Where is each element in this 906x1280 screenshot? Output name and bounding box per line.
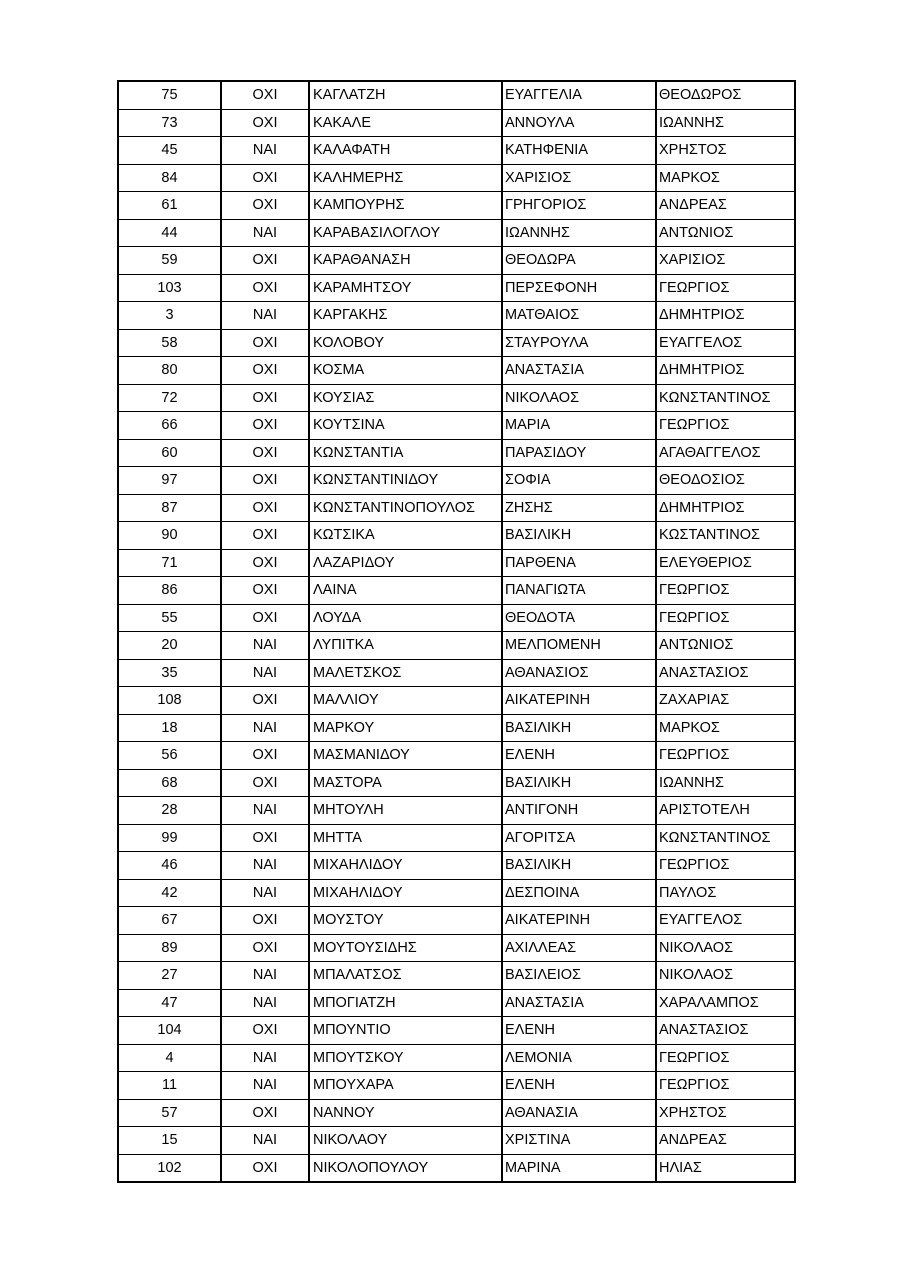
cell-surname: ΚΑΡΓΑΚΗΣ (309, 302, 502, 330)
cell-number: 90 (118, 522, 221, 550)
cell-father-name: ΠΑΥΛΟΣ (656, 879, 795, 907)
table-row (118, 1072, 795, 1100)
table-row (118, 769, 795, 797)
cell-answer: ΝΑΙ (221, 659, 309, 687)
cell-surname: ΚΑΚΑΛΕ (309, 109, 502, 137)
cell-first-name: ΛΕΜΟΝΙΑ (502, 1044, 656, 1072)
cell-father-name: ΓΕΩΡΓΙΟΣ (656, 742, 795, 770)
cell-father-name: ΕΥΑΓΓΕΛΟΣ (656, 329, 795, 357)
cell-father-name: ΘΕΟΔΩΡΟΣ (656, 81, 795, 109)
cell-number: 103 (118, 274, 221, 302)
cell-first-name: ΑΝΑΣΤΑΣΙΑ (502, 357, 656, 385)
cell-first-name: ΠΕΡΣΕΦΟΝΗ (502, 274, 656, 302)
cell-surname: ΜΠΟΥΧΑΡΑ (309, 1072, 502, 1100)
table-row (118, 412, 795, 440)
cell-surname: ΚΑΡΑΘΑΝΑΣΗ (309, 247, 502, 275)
cell-surname: ΜΠΟΥΝΤΙΟ (309, 1017, 502, 1045)
cell-answer: ΝΑΙ (221, 137, 309, 165)
cell-father-name: ΓΕΩΡΓΙΟΣ (656, 604, 795, 632)
table-row (118, 467, 795, 495)
cell-answer: ΟΧΙ (221, 1017, 309, 1045)
cell-surname: ΚΩΝΣΤΑΝΤΙΑ (309, 439, 502, 467)
cell-first-name: ΝΙΚΟΛΑΟΣ (502, 384, 656, 412)
cell-answer: ΟΧΙ (221, 467, 309, 495)
cell-father-name: ΑΡΙΣΤΟΤΕΛΗ (656, 797, 795, 825)
cell-first-name: ΚΑΤΗΦΕΝΙΑ (502, 137, 656, 165)
cell-surname: ΚΩΤΣΙΚΑ (309, 522, 502, 550)
cell-first-name: ΕΛΕΝΗ (502, 742, 656, 770)
cell-surname: ΝΙΚΟΛΟΠΟΥΛΟΥ (309, 1154, 502, 1182)
table-row (118, 604, 795, 632)
cell-surname: ΚΟΥΤΣΙΝΑ (309, 412, 502, 440)
table-row (118, 549, 795, 577)
cell-surname: ΜΑΣΜΑΝΙΔΟΥ (309, 742, 502, 770)
cell-number: 68 (118, 769, 221, 797)
cell-number: 18 (118, 714, 221, 742)
cell-first-name: ΒΑΣΙΛΕΙΟΣ (502, 962, 656, 990)
cell-first-name: ΑΓΟΡΙΤΣΑ (502, 824, 656, 852)
table-row (118, 384, 795, 412)
table-row (118, 934, 795, 962)
cell-surname: ΜΙΧΑΗΛΙΔΟΥ (309, 879, 502, 907)
table-row (118, 659, 795, 687)
cell-father-name: ΔΗΜΗΤΡΙΟΣ (656, 494, 795, 522)
cell-surname: ΜΟΥΣΤΟΥ (309, 907, 502, 935)
cell-first-name: ΕΥΑΓΓΕΛΙΑ (502, 81, 656, 109)
cell-number: 45 (118, 137, 221, 165)
cell-surname: ΛΑΖΑΡΙΔΟΥ (309, 549, 502, 577)
table-row (118, 137, 795, 165)
cell-number: 104 (118, 1017, 221, 1045)
cell-father-name: ΑΓΑΘΑΓΓΕΛΟΣ (656, 439, 795, 467)
cell-answer: ΟΧΙ (221, 192, 309, 220)
cell-surname: ΜΑΣΤΟΡΑ (309, 769, 502, 797)
table-row (118, 742, 795, 770)
cell-answer: ΟΧΙ (221, 412, 309, 440)
table-row (118, 192, 795, 220)
cell-father-name: ΑΝΤΩΝΙΟΣ (656, 632, 795, 660)
cell-answer: ΝΑΙ (221, 879, 309, 907)
cell-first-name: ΑΝΑΣΤΑΣΙΑ (502, 989, 656, 1017)
cell-number: 72 (118, 384, 221, 412)
cell-father-name: ΚΩΣΤΑΝΤΙΝΟΣ (656, 522, 795, 550)
cell-number: 84 (118, 164, 221, 192)
table-row (118, 687, 795, 715)
cell-father-name: ΧΑΡΑΛΑΜΠΟΣ (656, 989, 795, 1017)
cell-surname: ΜΟΥΤΟΥΣΙΔΗΣ (309, 934, 502, 962)
cell-father-name: ΕΛΕΥΘΕΡΙΟΣ (656, 549, 795, 577)
table-body (118, 81, 795, 1182)
table-row (118, 302, 795, 330)
table-row (118, 1044, 795, 1072)
cell-number: 4 (118, 1044, 221, 1072)
cell-father-name: ΜΑΡΚΟΣ (656, 164, 795, 192)
table-row (118, 1017, 795, 1045)
cell-surname: ΜΑΛΛΙΟΥ (309, 687, 502, 715)
cell-first-name: ΧΑΡΙΣΙΟΣ (502, 164, 656, 192)
cell-father-name: ΗΛΙΑΣ (656, 1154, 795, 1182)
cell-father-name: ΑΝΔΡΕΑΣ (656, 1127, 795, 1155)
cell-first-name: ΕΛΕΝΗ (502, 1017, 656, 1045)
cell-number: 35 (118, 659, 221, 687)
cell-surname: ΚΩΝΣΤΑΝΤΙΝΟΠΟΥΛΟΣ (309, 494, 502, 522)
cell-answer: ΝΑΙ (221, 1044, 309, 1072)
cell-number: 66 (118, 412, 221, 440)
cell-answer: ΟΧΙ (221, 907, 309, 935)
cell-answer: ΟΧΙ (221, 247, 309, 275)
cell-answer: ΟΧΙ (221, 494, 309, 522)
cell-first-name: ΠΑΝΑΓΙΩΤΑ (502, 577, 656, 605)
table-row (118, 879, 795, 907)
cell-answer: ΝΑΙ (221, 962, 309, 990)
cell-answer: ΟΧΙ (221, 742, 309, 770)
cell-father-name: ΓΕΩΡΓΙΟΣ (656, 852, 795, 880)
table-row (118, 247, 795, 275)
cell-answer: ΟΧΙ (221, 439, 309, 467)
cell-surname: ΝΙΚΟΛΑΟΥ (309, 1127, 502, 1155)
cell-answer: ΝΑΙ (221, 219, 309, 247)
cell-first-name: ΕΛΕΝΗ (502, 1072, 656, 1100)
cell-surname: ΜΑΛΕΤΣΚΟΣ (309, 659, 502, 687)
cell-first-name: ΒΑΣΙΛΙΚΗ (502, 522, 656, 550)
cell-surname: ΚΩΝΣΤΑΝΤΙΝΙΔΟΥ (309, 467, 502, 495)
cell-surname: ΝΑΝΝΟΥ (309, 1099, 502, 1127)
cell-father-name: ΝΙΚΟΛΑΟΣ (656, 934, 795, 962)
cell-answer: ΟΧΙ (221, 604, 309, 632)
cell-surname: ΚΑΜΠΟΥΡΗΣ (309, 192, 502, 220)
cell-number: 15 (118, 1127, 221, 1155)
cell-answer: ΟΧΙ (221, 164, 309, 192)
cell-answer: ΝΑΙ (221, 632, 309, 660)
cell-first-name: ΑΙΚΑΤΕΡΙΝΗ (502, 687, 656, 715)
cell-surname: ΜΑΡΚΟΥ (309, 714, 502, 742)
cell-first-name: ΜΕΛΠΟΜΕΝΗ (502, 632, 656, 660)
table-row (118, 907, 795, 935)
table-row (118, 1154, 795, 1182)
cell-first-name: ΘΕΟΔΩΡΑ (502, 247, 656, 275)
cell-surname: ΜΙΧΑΗΛΙΔΟΥ (309, 852, 502, 880)
cell-surname: ΜΠΟΓΙΑΤΖΗ (309, 989, 502, 1017)
cell-surname: ΚΟΛΟΒΟΥ (309, 329, 502, 357)
cell-father-name: ΧΡΗΣΤΟΣ (656, 1099, 795, 1127)
cell-number: 3 (118, 302, 221, 330)
cell-first-name: ΑΙΚΑΤΕΡΙΝΗ (502, 907, 656, 935)
cell-father-name: ΓΕΩΡΓΙΟΣ (656, 412, 795, 440)
cell-first-name: ΒΑΣΙΛΙΚΗ (502, 769, 656, 797)
cell-number: 86 (118, 577, 221, 605)
cell-first-name: ΘΕΟΔΟΤΑ (502, 604, 656, 632)
cell-first-name: ΑΘΑΝΑΣΙΟΣ (502, 659, 656, 687)
table-row (118, 522, 795, 550)
cell-surname: ΜΗΤΤΑ (309, 824, 502, 852)
cell-surname: ΛΥΠΙΤΚΑ (309, 632, 502, 660)
cell-answer: ΟΧΙ (221, 109, 309, 137)
cell-father-name: ΑΝΤΩΝΙΟΣ (656, 219, 795, 247)
cell-number: 44 (118, 219, 221, 247)
cell-father-name: ΧΑΡΙΣΙΟΣ (656, 247, 795, 275)
cell-surname: ΚΑΡΑΜΗΤΣΟΥ (309, 274, 502, 302)
cell-number: 75 (118, 81, 221, 109)
table-row (118, 109, 795, 137)
cell-number: 89 (118, 934, 221, 962)
cell-number: 56 (118, 742, 221, 770)
cell-number: 67 (118, 907, 221, 935)
cell-answer: ΟΧΙ (221, 329, 309, 357)
table-row (118, 439, 795, 467)
cell-first-name: ΑΝΝΟΥΛΑ (502, 109, 656, 137)
cell-answer: ΟΧΙ (221, 357, 309, 385)
cell-father-name: ΖΑΧΑΡΙΑΣ (656, 687, 795, 715)
cell-first-name: ΣΤΑΥΡΟΥΛΑ (502, 329, 656, 357)
cell-father-name: ΧΡΗΣΤΟΣ (656, 137, 795, 165)
cell-number: 108 (118, 687, 221, 715)
cell-first-name: ΔΕΣΠΟΙΝΑ (502, 879, 656, 907)
cell-answer: ΟΧΙ (221, 1099, 309, 1127)
table-row (118, 1099, 795, 1127)
cell-number: 28 (118, 797, 221, 825)
cell-number: 59 (118, 247, 221, 275)
cell-father-name: ΙΩΑΝΝΗΣ (656, 109, 795, 137)
cell-father-name: ΑΝΑΣΤΑΣΙΟΣ (656, 1017, 795, 1045)
cell-number: 20 (118, 632, 221, 660)
cell-surname: ΜΠΑΛΑΤΣΟΣ (309, 962, 502, 990)
cell-father-name: ΓΕΩΡΓΙΟΣ (656, 1072, 795, 1100)
table-row (118, 1127, 795, 1155)
cell-first-name: ΑΘΑΝΑΣΙΑ (502, 1099, 656, 1127)
cell-answer: ΟΧΙ (221, 934, 309, 962)
cell-first-name: ΜΑΡΙΝΑ (502, 1154, 656, 1182)
cell-father-name: ΑΝΔΡΕΑΣ (656, 192, 795, 220)
cell-answer: ΝΑΙ (221, 1127, 309, 1155)
cell-surname: ΜΠΟΥΤΣΚΟΥ (309, 1044, 502, 1072)
cell-answer: ΝΑΙ (221, 714, 309, 742)
cell-first-name: ΖΗΣΗΣ (502, 494, 656, 522)
cell-answer: ΟΧΙ (221, 577, 309, 605)
cell-number: 61 (118, 192, 221, 220)
table-row (118, 824, 795, 852)
cell-answer: ΟΧΙ (221, 824, 309, 852)
table-row (118, 577, 795, 605)
table-row (118, 797, 795, 825)
cell-number: 27 (118, 962, 221, 990)
cell-number: 58 (118, 329, 221, 357)
cell-number: 47 (118, 989, 221, 1017)
cell-answer: ΟΧΙ (221, 549, 309, 577)
cell-surname: ΚΟΣΜΑ (309, 357, 502, 385)
cell-first-name: ΒΑΣΙΛΙΚΗ (502, 852, 656, 880)
cell-surname: ΚΑΛΑΦΑΤΗ (309, 137, 502, 165)
cell-surname: ΚΑΓΛΑΤΖΗ (309, 81, 502, 109)
cell-surname: ΛΑΙΝΑ (309, 577, 502, 605)
table-row (118, 219, 795, 247)
cell-surname: ΚΑΡΑΒΑΣΙΛΟΓΛΟΥ (309, 219, 502, 247)
cell-answer: ΟΧΙ (221, 769, 309, 797)
cell-number: 11 (118, 1072, 221, 1100)
cell-answer: ΟΧΙ (221, 274, 309, 302)
cell-first-name: ΓΡΗΓΟΡΙΟΣ (502, 192, 656, 220)
cell-number: 57 (118, 1099, 221, 1127)
table-row (118, 329, 795, 357)
cell-first-name: ΜΑΤΘΑΙΟΣ (502, 302, 656, 330)
cell-father-name: ΘΕΟΔΟΣΙΟΣ (656, 467, 795, 495)
table-row (118, 989, 795, 1017)
cell-surname: ΜΗΤΟΥΛΗ (309, 797, 502, 825)
cell-number: 60 (118, 439, 221, 467)
cell-answer: ΝΑΙ (221, 797, 309, 825)
table-row (118, 81, 795, 109)
cell-father-name: ΔΗΜΗΤΡΙΟΣ (656, 302, 795, 330)
table-row (118, 962, 795, 990)
cell-father-name: ΓΕΩΡΓΙΟΣ (656, 577, 795, 605)
cell-surname: ΛΟΥΔΑ (309, 604, 502, 632)
cell-father-name: ΕΥΑΓΓΕΛΟΣ (656, 907, 795, 935)
cell-first-name: ΒΑΣΙΛΙΚΗ (502, 714, 656, 742)
cell-answer: ΝΑΙ (221, 1072, 309, 1100)
cell-father-name: ΚΩΝΣΤΑΝΤΙΝΟΣ (656, 384, 795, 412)
cell-first-name: ΠΑΡΘΕΝΑ (502, 549, 656, 577)
cell-first-name: ΙΩΑΝΝΗΣ (502, 219, 656, 247)
cell-number: 42 (118, 879, 221, 907)
cell-first-name: ΣΟΦΙΑ (502, 467, 656, 495)
cell-number: 71 (118, 549, 221, 577)
table-row (118, 164, 795, 192)
cell-number: 80 (118, 357, 221, 385)
cell-number: 73 (118, 109, 221, 137)
cell-father-name: ΓΕΩΡΓΙΟΣ (656, 274, 795, 302)
cell-number: 99 (118, 824, 221, 852)
cell-answer: ΟΧΙ (221, 1154, 309, 1182)
cell-number: 46 (118, 852, 221, 880)
table-row (118, 852, 795, 880)
cell-answer: ΟΧΙ (221, 384, 309, 412)
cell-father-name: ΚΩΝΣΤΑΝΤΙΝΟΣ (656, 824, 795, 852)
cell-answer: ΟΧΙ (221, 522, 309, 550)
table-row (118, 357, 795, 385)
cell-father-name: ΔΗΜΗΤΡΙΟΣ (656, 357, 795, 385)
data-table (117, 80, 796, 1183)
table-row (118, 632, 795, 660)
cell-number: 55 (118, 604, 221, 632)
table-row (118, 494, 795, 522)
cell-first-name: ΜΑΡΙΑ (502, 412, 656, 440)
cell-answer: ΟΧΙ (221, 81, 309, 109)
cell-answer: ΝΑΙ (221, 302, 309, 330)
cell-first-name: ΑΝΤΙΓΟΝΗ (502, 797, 656, 825)
table-row (118, 714, 795, 742)
cell-father-name: ΝΙΚΟΛΑΟΣ (656, 962, 795, 990)
cell-first-name: ΧΡΙΣΤΙΝΑ (502, 1127, 656, 1155)
cell-answer: ΝΑΙ (221, 989, 309, 1017)
table-row (118, 274, 795, 302)
cell-surname: ΚΟΥΣΙΑΣ (309, 384, 502, 412)
cell-father-name: ΙΩΑΝΝΗΣ (656, 769, 795, 797)
cell-number: 102 (118, 1154, 221, 1182)
cell-father-name: ΓΕΩΡΓΙΟΣ (656, 1044, 795, 1072)
cell-first-name: ΑΧΙΛΛΕΑΣ (502, 934, 656, 962)
cell-first-name: ΠΑΡΑΣΙΔΟΥ (502, 439, 656, 467)
cell-father-name: ΑΝΑΣΤΑΣΙΟΣ (656, 659, 795, 687)
cell-number: 87 (118, 494, 221, 522)
cell-answer: ΝΑΙ (221, 852, 309, 880)
cell-answer: ΟΧΙ (221, 687, 309, 715)
cell-surname: ΚΑΛΗΜΕΡΗΣ (309, 164, 502, 192)
cell-father-name: ΜΑΡΚΟΣ (656, 714, 795, 742)
cell-number: 97 (118, 467, 221, 495)
